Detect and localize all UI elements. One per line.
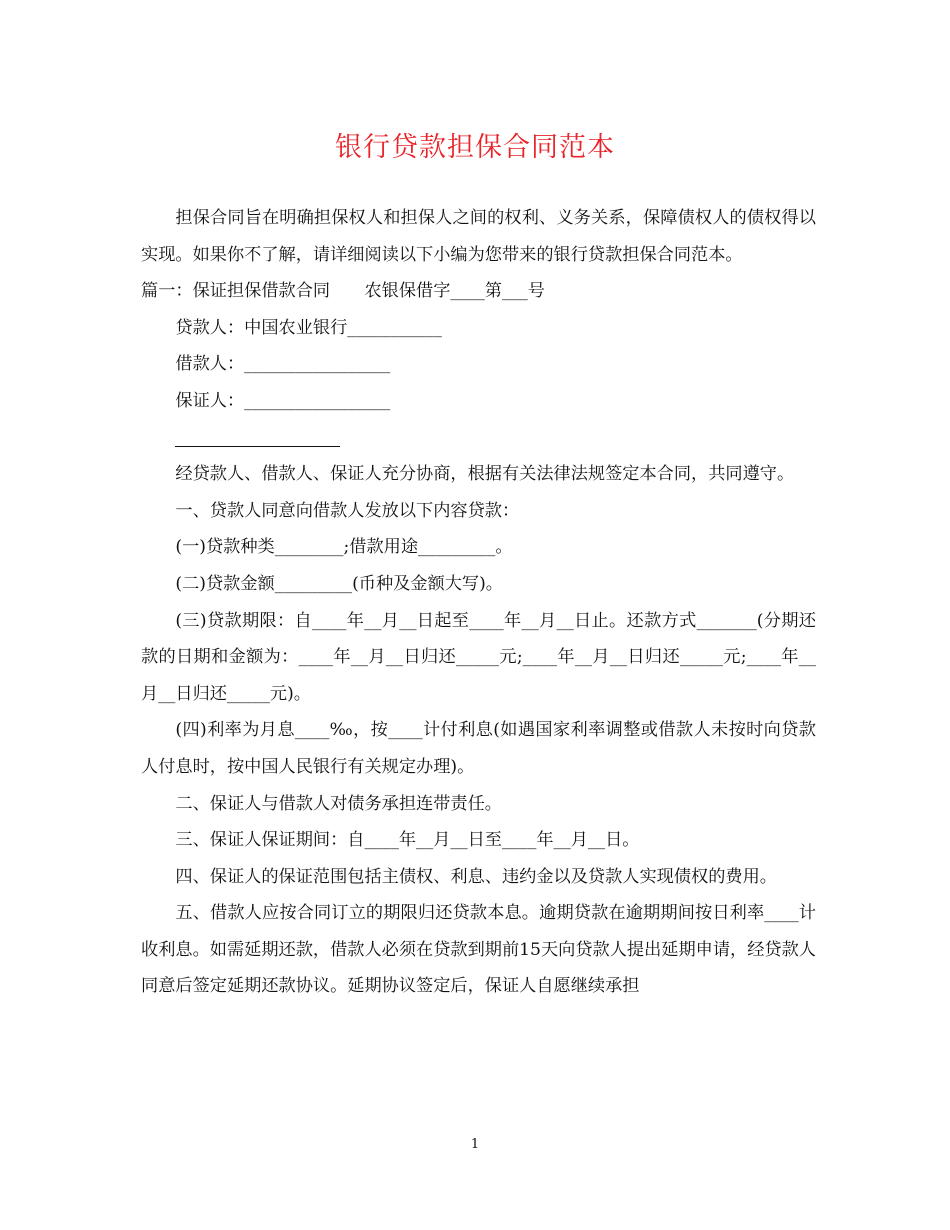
clause-1-2: (二)贷款金额_________(币种及金额大写)。 (175, 573, 503, 594)
guarantor-line: 保证人：_________________ (175, 390, 391, 411)
page-number: 1 (470, 1137, 480, 1152)
borrower-line: 借款人：_________________ (175, 354, 391, 375)
contract-heading: 篇一：保证担保借款合同 农银保借字____第___号 (141, 281, 545, 302)
clause-1-1: (一)贷款种类________;借款用途_________。 (175, 537, 513, 558)
clause-3: 三、保证人保证期间：自____年__月__日至____年__月__日。 (175, 830, 640, 851)
blank-underline (175, 420, 340, 447)
clause-1-3: (三)贷款期限：自____年__月__日起至____年__月__日止。还款方式_______(分期还款的日期和金额为：____年__月__日归还_____元;____年__月__日归还_____元;____年__月__日归还_____元)。 (141, 610, 816, 704)
lender-line: 贷款人：中国农业银行___________ (175, 317, 442, 338)
clause-1: 一、贷款人同意向借款人发放以下内容贷款： (175, 500, 520, 521)
document-title: 银行贷款担保合同范本 (335, 132, 615, 163)
intro-paragraph: 担保合同旨在明确担保权人和担保人之间的权利、义务关系，保障债权人的债权得以实现。如果你不了解，请详细阅读以下小编为您带来的银行贷款担保合同范本。 (141, 208, 816, 265)
clause-4: 四、保证人的保证范围包括主债权、利息、违约金以及贷款人实现债权的费用。 (175, 866, 777, 887)
clause-5: 五、借款人应按合同订立的期限归还贷款本息。逾期贷款在逾期期间按日利率____计收利息。如需延期还款，借款人必须在贷款到期前15天向贷款人提出延期申请，经贷款人同意后签定延期还款协议。延期协议签定后，保证人自愿继续承担 (141, 903, 816, 997)
agreement-paragraph: 经贷款人、借款人、保证人充分协商，根据有关法律法规签定本合同，共同遵守。 (175, 464, 795, 485)
document-body (141, 200, 816, 1005)
blank-signature-line (141, 420, 816, 457)
clause-2: 二、保证人与借款人对债务承担连带责任。 (175, 793, 502, 814)
clause-1-4: (四)利率为月息____‰，按____计付利息(如遇国家利率调整或借款人未按时向贷款人付息时，按中国人民银行有关规定办理)。 (141, 720, 816, 777)
